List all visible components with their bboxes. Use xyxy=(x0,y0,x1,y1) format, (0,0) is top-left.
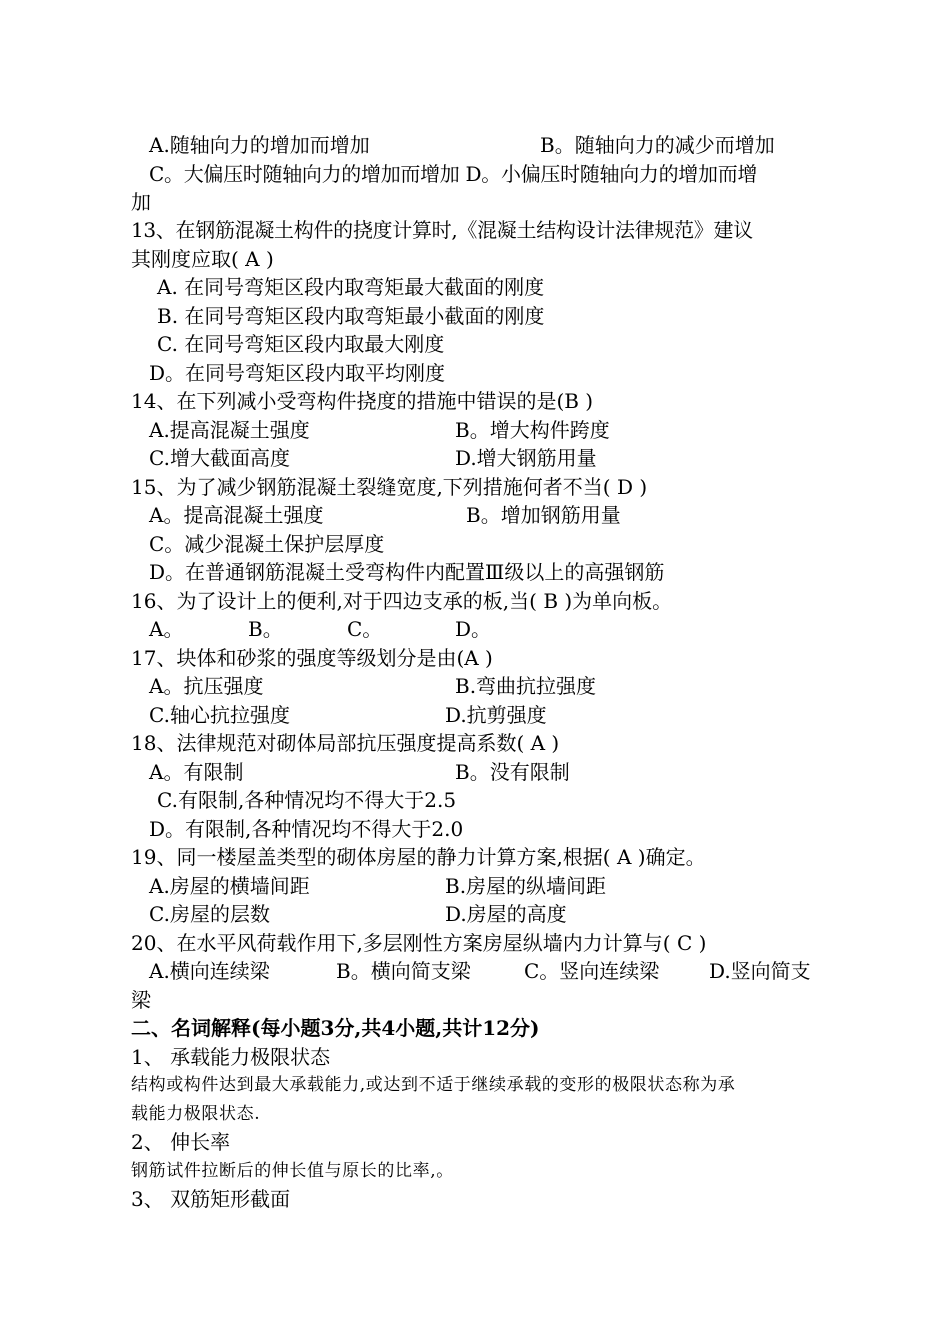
q19-option-d: D.房屋的高度 xyxy=(445,902,567,926)
q13-option-c: C. 在同号弯矩区段内取最大刚度 xyxy=(157,332,445,356)
term-1-definition-line1: 结构或构件达到最大承载能力,或达到不适于继续承载的变形的极限状态称为承 xyxy=(131,1075,736,1095)
q19-option-a: A.房屋的横墙间距 xyxy=(149,874,310,898)
q18-option-b: B。没有限制 xyxy=(455,760,570,784)
q12-option-b: B。随轴向力的减少而增加 xyxy=(540,133,775,157)
term-2-definition: 钢筋试件拉断后的伸长值与原长的比率,。 xyxy=(131,1161,454,1181)
term-2-title: 2、 伸长率 xyxy=(131,1130,231,1154)
q13-option-d: D。在同号弯矩区段内取平均刚度 xyxy=(149,361,446,385)
q19-option-c: C.房屋的层数 xyxy=(149,902,270,926)
q17-option-d: D.抗剪强度 xyxy=(445,703,547,727)
q12-option-cd: C。大偏压时随轴向力的增加而增加 D。小偏压时随轴向力的增加而增 xyxy=(149,162,758,186)
q20-option-wrap: 梁 xyxy=(131,988,151,1012)
term-1-definition-line2: 载能力极限状态. xyxy=(131,1104,261,1124)
q13-option-a: A. 在同号弯矩区段内取弯矩最大截面的刚度 xyxy=(157,275,545,299)
q16-option-b: B。 xyxy=(248,617,283,641)
q14-option-a: A.提高混凝土强度 xyxy=(149,418,310,442)
q15-option-c: C。减少混凝土保护层厚度 xyxy=(149,532,385,556)
q18-option-c: C.有限制,各种情况均不得大于2.5 xyxy=(157,788,457,812)
q18-stem: 18、法律规范对砌体局部抗压强度提高系数( A ) xyxy=(131,731,560,755)
q14-option-c: C.增大截面高度 xyxy=(149,446,290,470)
term-1-title: 1、 承载能力极限状态 xyxy=(131,1045,331,1069)
q15-stem: 15、为了减少钢筋混凝土裂缝宽度,下列措施何者不当( D ) xyxy=(131,475,648,499)
q20-option-d: D.竖向简支 xyxy=(709,959,811,983)
q19-stem: 19、同一楼屋盖类型的砌体房屋的静力计算方案,根据( A )确定。 xyxy=(131,845,706,869)
q19-option-b: B.房屋的纵墙间距 xyxy=(445,874,607,898)
q15-option-a: A。提高混凝土强度 xyxy=(149,503,324,527)
q18-option-d: D。有限制,各种情况均不得大于2.0 xyxy=(149,817,464,841)
q12-option-wrap: 加 xyxy=(131,190,151,214)
q14-option-b: B。增大构件跨度 xyxy=(455,418,610,442)
q16-option-c: C。 xyxy=(347,617,383,641)
q17-stem: 17、块体和砂浆的强度等级划分是由(A ) xyxy=(131,646,493,670)
q15-option-b: B。增加钢筋用量 xyxy=(466,503,621,527)
q20-option-c: C。竖向连续梁 xyxy=(524,959,660,983)
q17-option-a: A。抗压强度 xyxy=(149,674,264,698)
term-3-title: 3、 双筋矩形截面 xyxy=(131,1187,291,1211)
q13-stem-line2: 其刚度应取( A ) xyxy=(131,247,274,271)
q20-option-a: A.横向连续梁 xyxy=(149,959,270,983)
q14-option-d: D.增大钢筋用量 xyxy=(455,446,597,470)
section-2-heading: 二、名词解释(每小题3分,共4小题,共计12分) xyxy=(131,1016,540,1040)
q18-option-a: A。有限制 xyxy=(149,760,244,784)
q16-stem: 16、为了设计上的便利,对于四边支承的板,当( B )为单向板。 xyxy=(131,589,673,613)
q16-option-d: D。 xyxy=(455,617,492,641)
q12-option-a: A.随轴向力的增加而增加 xyxy=(149,133,370,157)
q17-option-b: B.弯曲抗拉强度 xyxy=(455,674,597,698)
q14-stem: 14、在下列减小受弯构件挠度的措施中错误的是(B ) xyxy=(131,389,594,413)
q17-option-c: C.轴心抗拉强度 xyxy=(149,703,290,727)
q15-option-d: D。在普通钢筋混凝土受弯构件内配置Ⅲ级以上的高强钢筋 xyxy=(149,560,665,584)
q16-option-a: A。 xyxy=(149,617,184,641)
q20-stem: 20、在水平风荷载作用下,多层刚性方案房屋纵墙内力计算与( C ) xyxy=(131,931,707,955)
q13-option-b: B. 在同号弯矩区段内取弯矩最小截面的刚度 xyxy=(157,304,545,328)
q13-stem-line1: 13、在钢筋混凝土构件的挠度计算时,《混凝土结构设计法律规范》建议 xyxy=(131,218,753,242)
q20-option-b: B。横向简支梁 xyxy=(336,959,471,983)
